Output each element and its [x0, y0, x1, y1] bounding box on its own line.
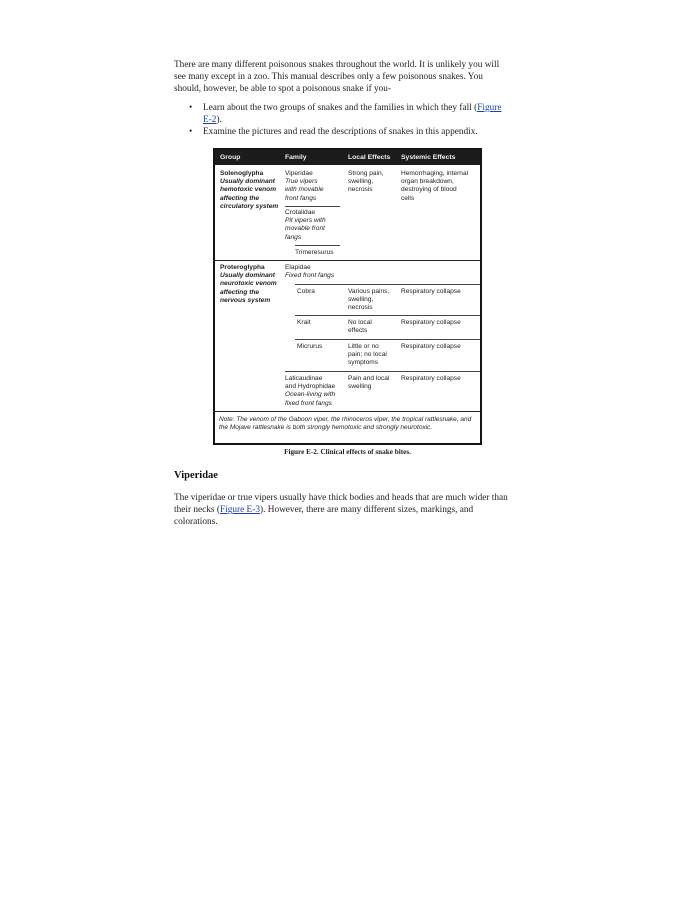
header-group: Group — [220, 154, 241, 161]
header-family: Family — [285, 154, 307, 161]
intro-line: should, however, be able to spot a poisonous snake if you- — [174, 84, 392, 94]
snake-effects-table — [213, 148, 482, 445]
laticaudinae-local-effects: Pain and local swelling — [348, 375, 390, 391]
family-elapidae: Elapidae Fixed front fangs — [285, 264, 335, 280]
group-proteroglypha: Proteroglypha Usually dominant neurotoxic venom affecting the nervous system — [220, 264, 277, 304]
cobra-systemic-effects: Respiratory collapse — [401, 288, 461, 295]
figure-e2-link-cont[interactable]: E-2 — [203, 115, 217, 125]
list-item: • Learn about the two groups of snakes and the families in which they fall (Figure E-2). — [174, 102, 524, 126]
intro-paragraph — [174, 59, 534, 95]
figure-caption: Figure E-2. Clinical effects of snake bites. — [284, 448, 411, 456]
family-laticaudinae: Laticaudinae and Hydrophidae Ocean-living with fixed front fangs — [285, 375, 336, 407]
section-title: Viperidae — [174, 470, 218, 481]
divider — [285, 371, 480, 372]
family-crotalidae: Crotalidae Pit vipers with movable front fangs — [285, 209, 326, 241]
family-trimeresurus: Trimeresurus — [295, 249, 334, 256]
micrurus-local-effects: Little or no pain; no local symptoms — [348, 343, 387, 367]
divider — [295, 315, 480, 316]
list-item: • Examine the pictures and read the descriptions of snakes in this appendix. — [174, 126, 524, 138]
viperidae-systemic-effects: Hemorrhaging, internal organ breakdown, destroying of blood cells — [401, 170, 469, 202]
viperidae-local-effects: Strong pain, swelling, necrosis — [348, 170, 384, 194]
intro-line: There are many different poisonous snakes throughout the world. It is unlikely you will — [174, 60, 500, 70]
header-local-effects: Local Effects — [348, 154, 391, 161]
header-systemic-effects: Systemic Effects — [401, 154, 456, 161]
divider — [215, 260, 480, 261]
krait-systemic-effects: Respiratory collapse — [401, 319, 461, 326]
table-header — [215, 150, 480, 165]
figure-e2-link[interactable]: Figure — [477, 103, 502, 113]
laticaudinae-systemic-effects: Respiratory collapse — [401, 375, 461, 382]
family-krait: Krait — [297, 319, 311, 326]
divider — [285, 206, 340, 207]
bullet-list — [174, 102, 524, 138]
group-solenoglypha: Solenoglypha Usually dominant hemotoxic venom affecting the circulatory system — [220, 170, 279, 210]
family-viperidae: Viperidae True vipers with movable front fangs — [285, 170, 324, 202]
divider — [215, 411, 480, 412]
krait-local-effects: No local effects — [348, 319, 372, 335]
figure-e3-link[interactable]: Figure E-3 — [219, 505, 260, 515]
family-cobra: Cobra — [297, 288, 315, 295]
table-note: Note: The venom of the Gaboon viper, the rhinoceros viper, the tropical rattlesnake, and the Mojave rattlesnake is both strongly hemotoxic and strongly neurotoxic. — [219, 416, 472, 432]
divider — [295, 284, 480, 285]
cobra-local-effects: Various pains, swelling, necrosis — [348, 288, 390, 312]
viperidae-paragraph: The viperidae or true vipers usually have thick bodies and heads that are much wider than their necks (Figure E-3). However, there are many different sizes, markings, and colorations. — [174, 493, 508, 527]
micrurus-systemic-effects: Respiratory collapse — [401, 343, 461, 350]
divider — [295, 245, 340, 246]
intro-line: see many except in a zoo. This manual describes only a few poisonous snakes. You — [174, 72, 483, 82]
family-micrurus: Micrurus — [297, 343, 323, 350]
divider — [295, 339, 480, 340]
